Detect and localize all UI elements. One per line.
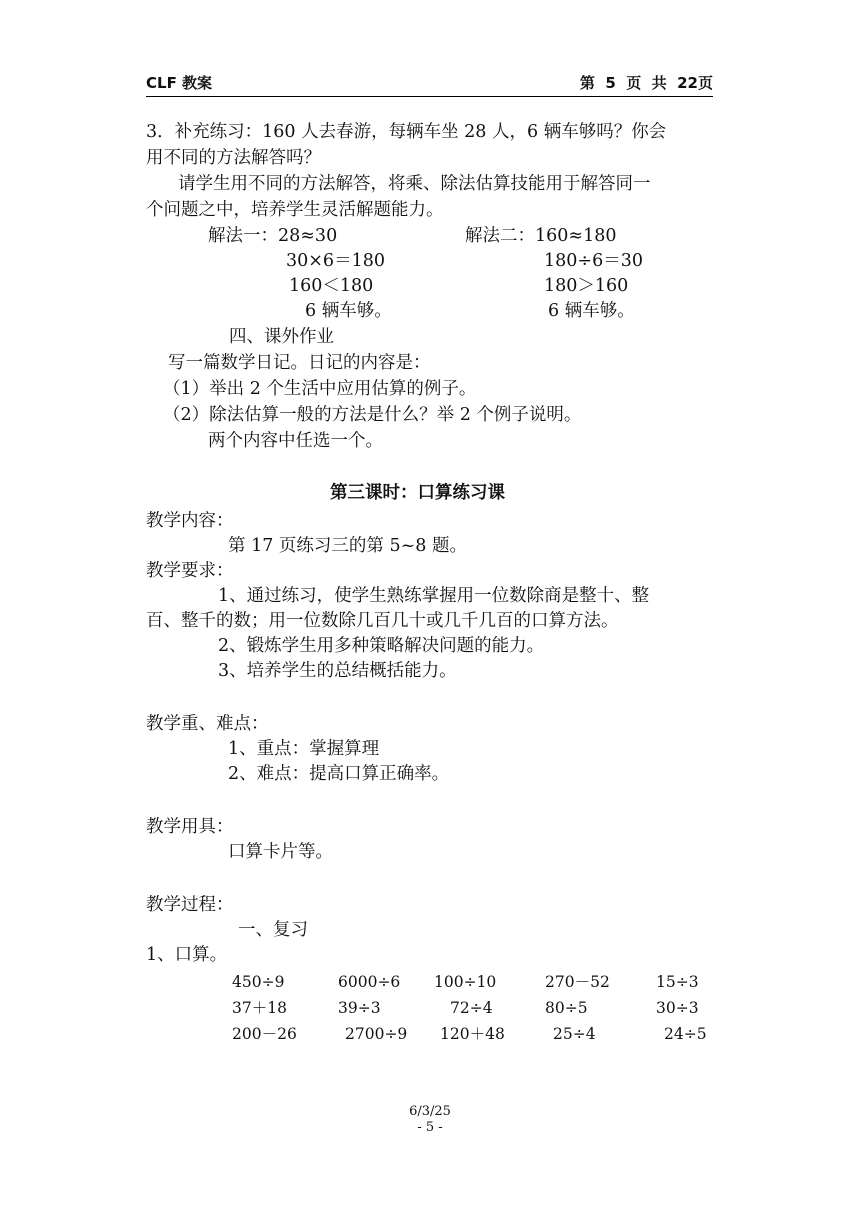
requirement-2: 2、锻炼学生用多种策略解决问题的能力。 — [218, 636, 545, 656]
exercise-intro-line-2: 个问题之中，培养学生灵活解题能力。 — [146, 200, 444, 220]
method-1-line-1: 解法一：28≈30 — [208, 226, 338, 246]
requirement-3: 3、培养学生的总结概括能力。 — [218, 661, 457, 681]
oral-item: 37＋18 — [232, 999, 287, 1017]
homework-note: 两个内容中任选一个。 — [208, 431, 383, 451]
method-2-line-2: 180÷6＝30 — [544, 251, 643, 271]
oral-item: 25÷4 — [553, 1025, 596, 1043]
oral-calc-label: 1、口算。 — [146, 945, 228, 965]
homework-title: 四、课外作业 — [229, 327, 334, 347]
oral-item: 24÷5 — [664, 1025, 707, 1043]
key-point-1: 1、重点：掌握算理 — [228, 739, 380, 759]
key-points-label: 教学重、难点： — [146, 714, 269, 734]
homework-intro: 写一篇数学日记。日记的内容是： — [168, 353, 431, 373]
lesson-title: 第三课时：口算练习课 — [330, 483, 505, 503]
oral-item: 30÷3 — [656, 999, 699, 1017]
key-point-2: 2、难点：提高口算正确率。 — [228, 764, 450, 784]
oral-item: 200－26 — [232, 1025, 297, 1043]
content-text: 第 17 页练习三的第 5~8 题。 — [228, 536, 467, 556]
header-doc-title: CLF 教案 — [146, 74, 213, 92]
oral-item: 72÷4 — [450, 999, 493, 1017]
oral-item: 450÷9 — [232, 973, 285, 991]
oral-item: 120＋48 — [440, 1025, 505, 1043]
exercise-3-line-2: 用不同的方法解答吗？ — [146, 148, 321, 168]
homework-item-2: （2）除法估算一般的方法是什么？举 2 个例子说明。 — [163, 405, 582, 425]
content-label: 教学内容： — [146, 511, 234, 531]
requirements-label: 教学要求： — [146, 561, 234, 581]
footer-page-number: - 5 - — [417, 1120, 443, 1135]
method-1-line-3: 160＜180 — [289, 276, 374, 296]
oral-item: 15÷3 — [656, 973, 699, 991]
method-2-line-1: 解法二：160≈180 — [465, 226, 617, 246]
oral-item: 2700÷9 — [345, 1025, 408, 1043]
oral-item: 80÷5 — [545, 999, 588, 1017]
header-page-info: 第 5 页 共 22页 — [579, 74, 713, 92]
oral-item: 270－52 — [545, 973, 610, 991]
method-1-line-2: 30×6＝180 — [286, 251, 385, 271]
requirement-1-line-1: 1、通过练习，使学生熟练掌握用一位数除商是整十、整 — [218, 586, 650, 606]
oral-item: 39÷3 — [338, 999, 381, 1017]
tools-text: 口算卡片等。 — [228, 842, 333, 862]
method-1-line-4: 6 辆车够。 — [305, 301, 392, 321]
oral-item: 100÷10 — [434, 973, 497, 991]
review-title: 一、复习 — [238, 920, 308, 940]
exercise-3-line-1: 3．补充练习：160 人去春游，每辆车坐 28 人，6 辆车够吗？你会 — [146, 122, 667, 142]
homework-item-1: （1）举出 2 个生活中应用估算的例子。 — [163, 379, 477, 399]
process-label: 教学过程： — [146, 895, 234, 915]
tools-label: 教学用具： — [146, 817, 234, 837]
footer-date: 6/3/25 — [409, 1104, 451, 1119]
requirement-1-line-2: 百、整千的数；用一位数除几百几十或几千几百的口算方法。 — [146, 611, 619, 631]
exercise-intro-line-1: 请学生用不同的方法解答，将乘、除法估算技能用于解答同一 — [178, 174, 651, 194]
oral-item: 6000÷6 — [338, 973, 401, 991]
method-2-line-4: 6 辆车够。 — [548, 301, 635, 321]
method-2-line-3: 180＞160 — [544, 276, 629, 296]
header-divider — [146, 96, 713, 97]
